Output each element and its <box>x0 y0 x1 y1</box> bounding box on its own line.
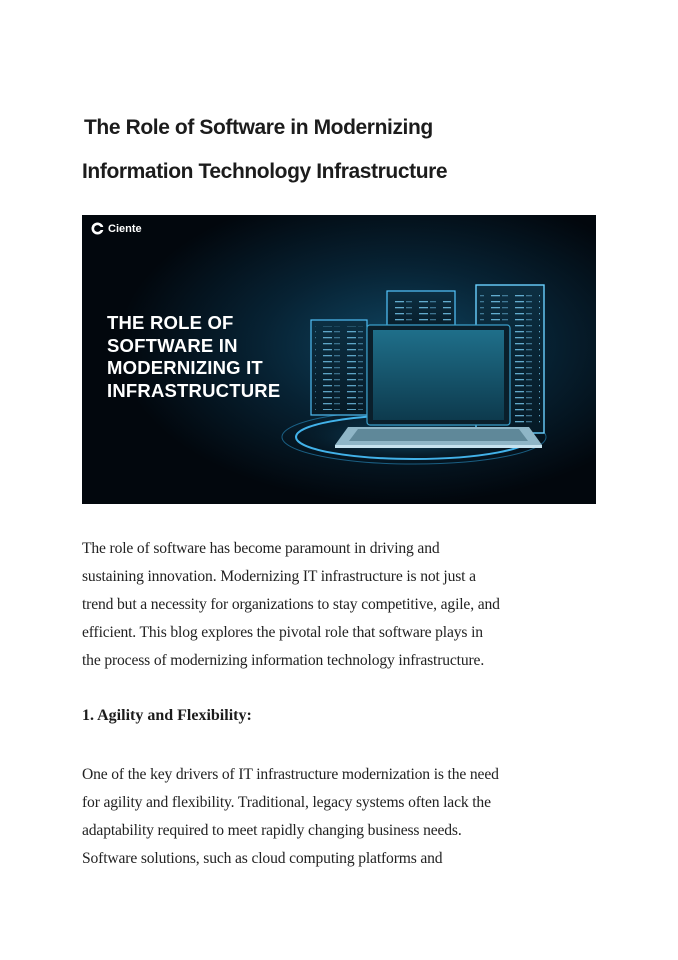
hero-headline-line: THE ROLE OF <box>107 312 234 333</box>
ciente-logo-icon <box>91 222 104 235</box>
hero-headline <box>107 312 280 402</box>
section-heading: 1. Agility and Flexibility: <box>82 707 252 724</box>
paragraph-line: trend but a necessity for organizations to stay competitive, agile, and <box>82 596 500 613</box>
paragraph-line: for agility and flexibility. Traditional, legacy systems often lack the <box>82 794 491 811</box>
hero-headline-line: INFRASTRUCTURE <box>107 379 281 401</box>
paragraph-line: sustaining innovation. Modernizing IT infrastructure is not just a <box>82 568 476 585</box>
code-panel-left <box>311 320 367 415</box>
paragraph-line: the process of modernizing information technology infrastructure. <box>82 652 485 669</box>
paragraph-line: Software solutions, such as cloud computing platforms and <box>82 850 443 867</box>
hero-image <box>82 215 596 504</box>
brand-name: Ciente <box>108 222 142 235</box>
article-title-line-2: Information Technology Infrastructure <box>82 160 448 183</box>
paragraph-line: adaptability required to meet rapidly changing business needs. <box>82 822 462 839</box>
paragraph-line: The role of software has become paramount in driving and <box>82 540 440 557</box>
hero-headline-line: MODERNIZING IT <box>107 357 263 378</box>
section-paragraph <box>82 761 499 873</box>
brand-logo <box>91 222 142 235</box>
paragraph-line: efficient. This blog explores the pivotal role that software plays in <box>82 624 483 641</box>
hero-headline-line: SOFTWARE IN <box>107 334 238 356</box>
article-title-line-1: The Role of Software in Modernizing <box>84 116 433 139</box>
intro-paragraph <box>82 535 500 675</box>
paragraph-line: One of the key drivers of IT infrastructure modernization is the need <box>82 766 499 783</box>
